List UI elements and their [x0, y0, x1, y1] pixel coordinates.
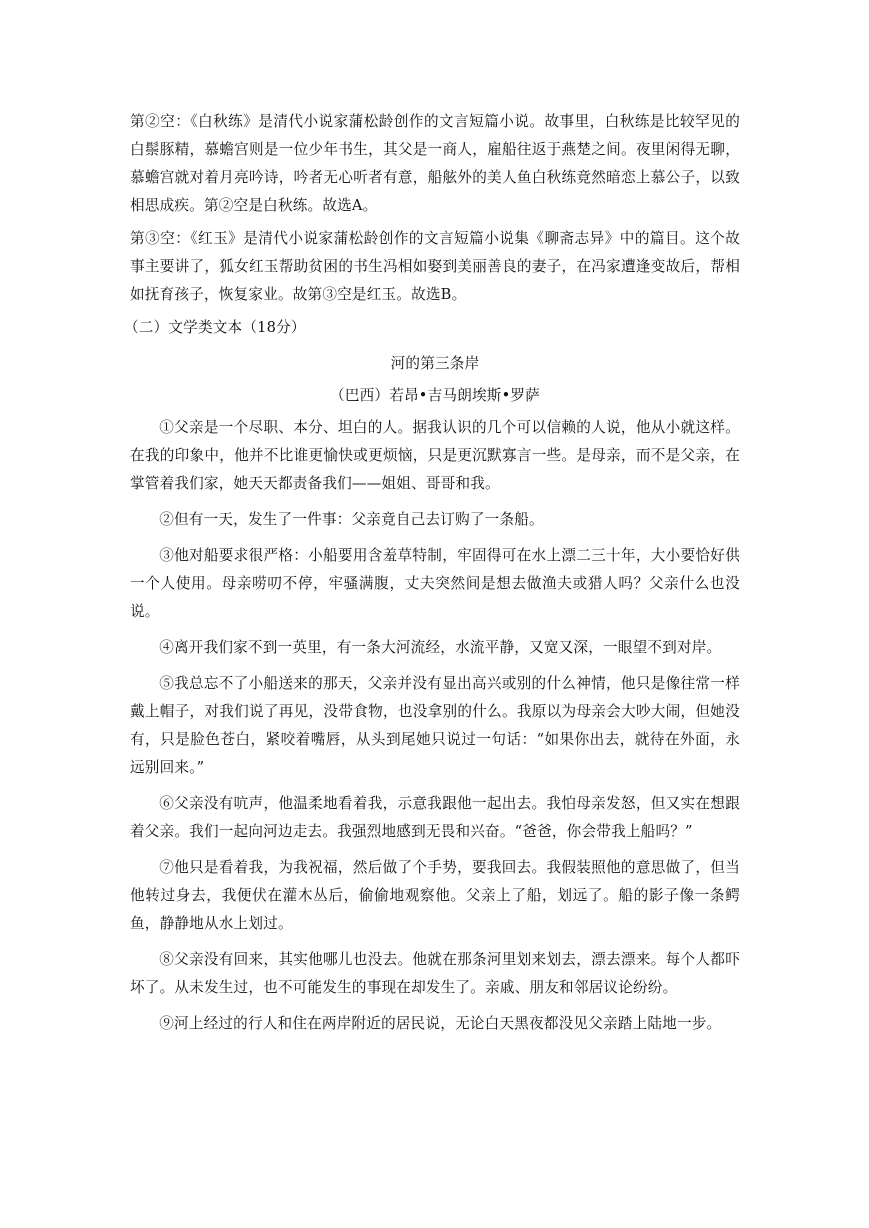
story-paragraph-3: ③他对船要求很严格：小船要用含羞草特制，牢固得可在水上漂二三十年，大小要恰好供一个人使用。母亲唠叨不停，牢骚满腹，丈夫突然间是想去做渔夫或猎人吗？父亲什么也没说。 [130, 547, 740, 620]
story-paragraph-1: ①父亲是一个尽职、本分、坦白的人。据我认识的几个可以信赖的人说，他从小就这样。在我的印象中，他并不比谁更愉快或更烦恼，只是更沉默寡言一些。是母亲，而不是父亲，在掌管着我们家，她天天都责备我们——姐姐、哥哥和我。 [130, 419, 740, 492]
story-paragraph-6: ⑥父亲没有吭声，他温柔地看着我，示意我跟他一起出去。我怕母亲发怒，但又实在想跟着父亲。我们一起向河边走去。我强烈地感到无畏和兴奋。“爸爸，你会带我上船吗？” [130, 795, 740, 840]
story-paragraph-8: ⑧父亲没有回来，其实他哪儿也没去。他就在那条河里划来划去，漂去漂来。每个人都吓坏了。从未发生过，也不可能发生的事现在却发生了。亲戚、朋友和邻居议论纷纷。 [130, 951, 740, 996]
page-content [124, 108, 740, 1046]
story-paragraph-5: ⑤我总忘不了小船送来的那天，父亲并没有显出高兴或别的什么神情，他只是像往常一样戴上帽子，对我们说了再见，没带食物，也没拿别的什么。我原以为母亲会大吵大闹，但她没有，只是脸色苍白，紧咬着嘴唇，从头到尾她只说过一句话：“如果你出去，就待在外面，永远别回来。” [130, 675, 740, 776]
story-paragraph-2: ②但有一天，发生了一件事：父亲竟自己去订购了一条船。 [159, 511, 544, 528]
story-author: （巴西）若昂•吉马朗埃斯•罗萨 [330, 387, 540, 404]
story-paragraph-7: ⑦他只是看着我，为我祝福，然后做了个手势，要我回去。我假装照他的意思做了，但当他转过身去，我便伏在灌木丛后，偷偷地观察他。父亲上了船，划远了。船的影子像一条鳄鱼，静静地从水上划过。 [130, 859, 740, 932]
section-heading: （二）文学类文本（18分） [124, 319, 306, 336]
story-paragraph-4: ④离开我们家不到一英里，有一条大河流经，水流平静，又宽又深，一眼望不到对岸。 [159, 639, 722, 656]
answer-paragraph-3: 第③空：《红玉》是清代小说家蒲松龄创作的文言短篇小说集《聊斋志异》中的篇目。这个故事主要讲了，狐女红玉帮助贫困的书生冯相如娶到美丽善良的妻子，在冯家遭逢变故后，帮相如抚育孩子，恢复家业。故第③空是红玉。故选B。 [130, 230, 740, 303]
story-title: 河的第三条岸 [390, 355, 480, 372]
story-paragraph-9: ⑨河上经过的行人和住在两岸附近的居民说，无论白天黑夜都没见父亲踏上陆地一步。 [159, 1015, 722, 1032]
answer-paragraph-2: 第②空：《白秋练》是清代小说家蒲松龄创作的文言短篇小说。故事里，白秋练是比较罕见的白鬃豚精，慕蟾宫则是一位少年书生，其父是一商人，雇船往返于燕楚之间。夜里闲得无聊，慕蟾宫就对着月亮吟诗，吟者无心听者有意，船舷外的美人鱼白秋练竟然暗恋上慕公子，以致相思成疾。第②空是白秋练。故选A。 [130, 113, 740, 214]
